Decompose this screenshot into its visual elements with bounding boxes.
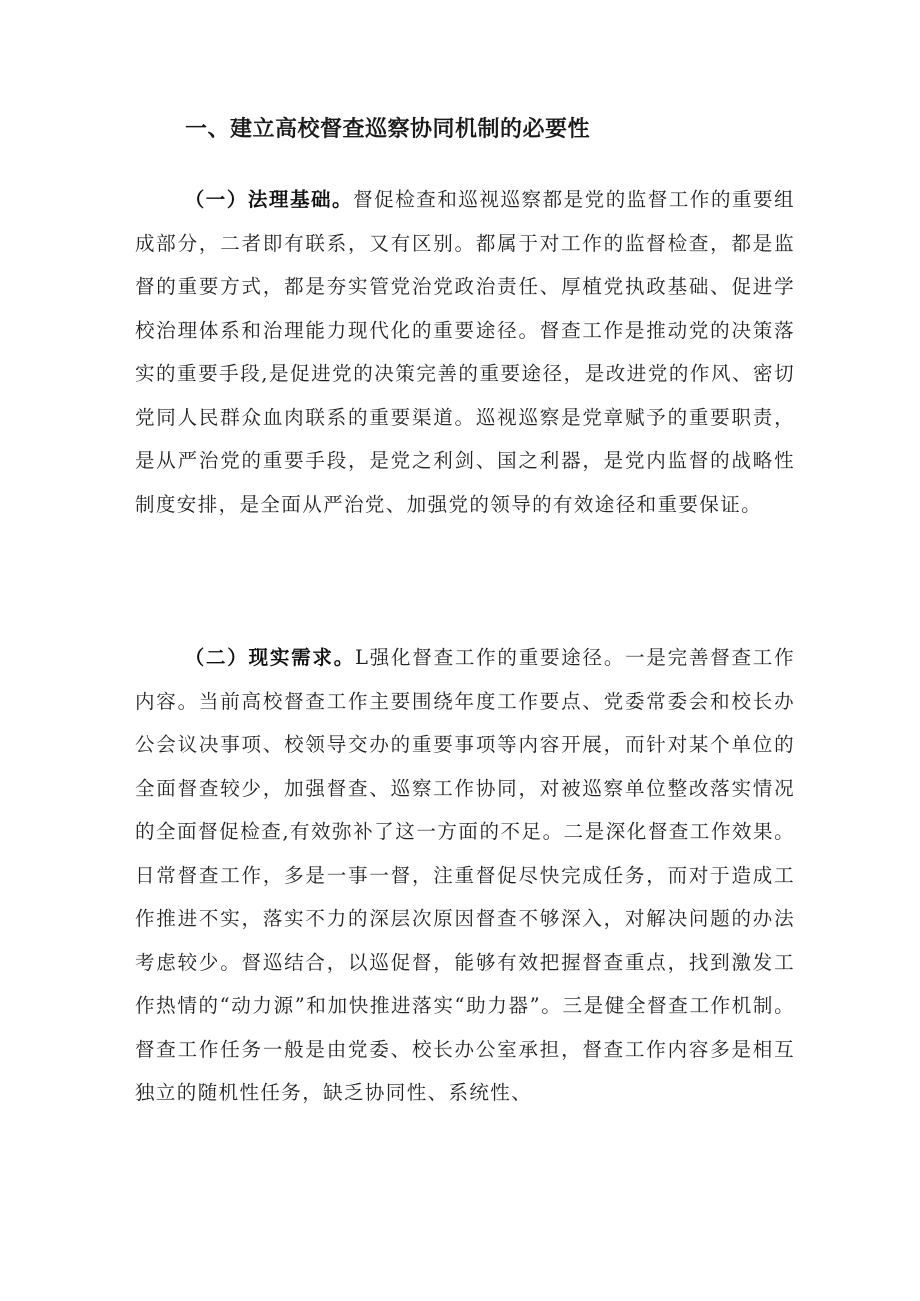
paragraph-lead-practical-need: （二）现实需求。 [184, 646, 355, 669]
paragraph-lead-legal-basis: （一）法理基础。 [184, 188, 354, 211]
paragraph-practical-need [135, 636, 795, 1115]
paragraph-legal-basis [135, 178, 795, 526]
section-heading: 一、建立高校督查巡察协同机制的必要性 [185, 117, 591, 142]
paragraph-body-practical-need: L强化督查工作的重要途径。一是完善督查工作内容。当前高校督查工作主要围绕年度工作要点、党委常委会和校长办公会议决事项、校领导交办的重要事项等内容开展，而针对某个单位的全面督查较少，加强督查、巡察工作协同，对被巡察单位整改落实情况的全面督促检查,有效弥补了这一方面的不足。二是深化督查工作效果。日常督查工作，多是一事一督，注重督促尽快完成任务，而对于造成工作推进不实，落实不力的深层次原因督查不够深入，对解决问题的办法考虑较少。督巡结合，以巡促督，能够有效把握督查重点，找到激发工作热情的“动力源”和加快推进落实“助力器”。三是健全督查工作机制。督查工作任务一般是由党委、校长办公室承担，督查工作内容多是相互独立的随机性任务，缺乏协同性、系统性、 [135, 646, 795, 1104]
paragraph-body-legal-basis: 督促检查和巡视巡察都是党的监督工作的重要组成部分，二者即有联系，又有区别。都属于对工作的监督检查，都是监督的重要方式，都是夯实管党治党政治责任、厚植党执政基础、促进学校治理体系和治理能力现代化的重要途径。督查工作是推动党的决策落实的重要手段,是促进党的决策完善的重要途径，是改进党的作风、密切党同人民群众血肉联系的重要渠道。巡视巡察是党章赋予的重要职责，是从严治党的重要手段，是党之利剑、国之利器，是党内监督的战略性制度安排，是全面从严治党、加强党的领导的有效途径和重要保证。 [135, 188, 796, 516]
